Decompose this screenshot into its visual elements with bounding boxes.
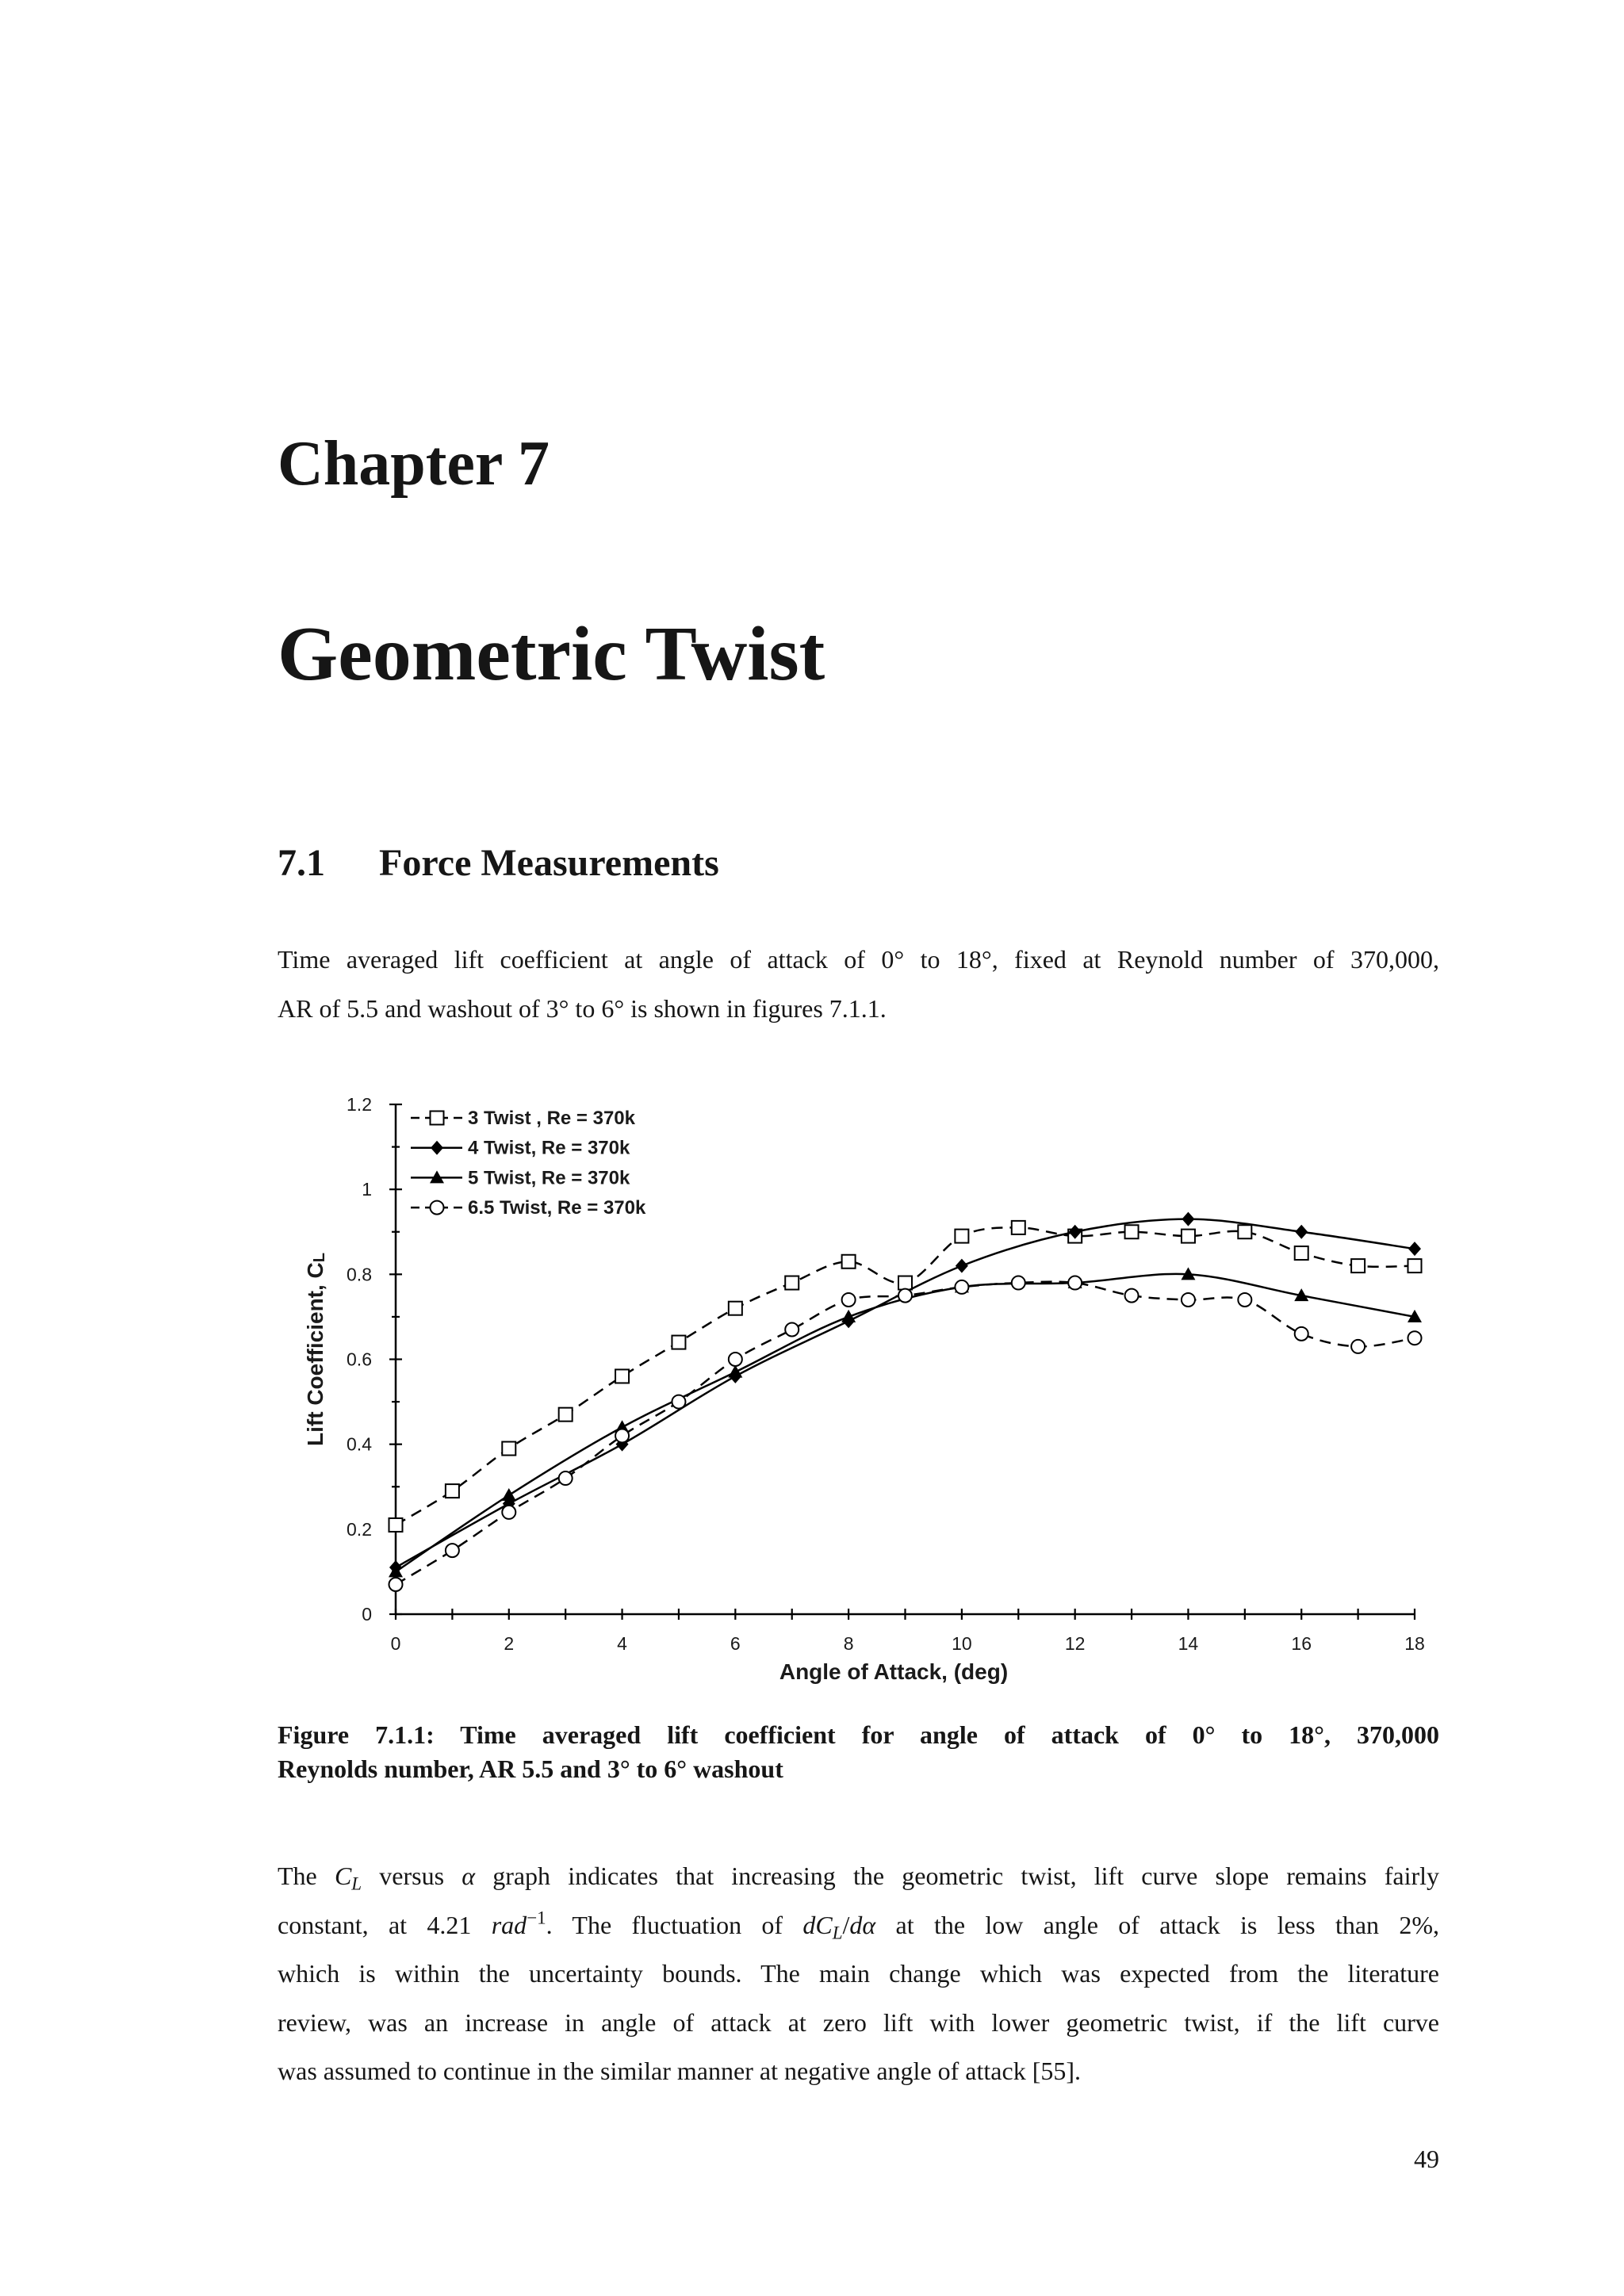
circle-marker: [842, 1293, 856, 1307]
series-line: [396, 1219, 1415, 1567]
section-title: Force Measurements: [379, 842, 719, 884]
series-3: [389, 1267, 1422, 1577]
circle-marker: [955, 1280, 968, 1294]
text-run: versus: [362, 1862, 462, 1890]
circle-marker: [672, 1395, 685, 1409]
y-tick-label: 0.8: [347, 1264, 372, 1285]
legend-label: 4 Twist, Re = 370k: [468, 1137, 630, 1159]
lift-coefficient-chart: [270, 1078, 1459, 1720]
chapter-label: Chapter 7: [278, 429, 550, 499]
square-marker: [1408, 1259, 1422, 1272]
legend-label: 5 Twist, Re = 370k: [468, 1167, 630, 1189]
triangle-marker: [502, 1488, 516, 1501]
square-marker: [1351, 1259, 1365, 1272]
square-marker: [729, 1302, 742, 1315]
diamond-marker: [956, 1259, 968, 1273]
discussion-paragraph: [278, 1852, 1439, 2096]
series-4: [389, 1276, 1422, 1591]
circle-marker: [431, 1201, 444, 1215]
text-run: AR of 5.5 and washout of 3° to 6° is shown in figures 7.1.1.: [278, 994, 887, 1023]
y-axis-title-main: Lift Coefficient, C: [302, 1262, 327, 1446]
diamond-marker: [431, 1141, 443, 1155]
series-line: [396, 1227, 1415, 1525]
text-line: [278, 1718, 1439, 1752]
text-line: [278, 1999, 1439, 2048]
text-run: at the low angle of attack is less than 2%,: [875, 1910, 1440, 1939]
chapter-title: Geometric Twist: [278, 611, 825, 697]
series-line: [396, 1274, 1415, 1572]
diamond-marker: [1182, 1212, 1194, 1226]
series-2: [389, 1212, 1421, 1575]
square-marker: [785, 1276, 799, 1290]
text-run: graph indicates that increasing the geometric twist, lift curve slope remains fairly: [475, 1862, 1440, 1890]
x-tick-label: 14: [1178, 1633, 1199, 1654]
x-tick-label: 0: [390, 1633, 401, 1654]
y-tick-label: 0.2: [347, 1518, 372, 1540]
square-marker: [1125, 1225, 1139, 1238]
figure-caption: [278, 1718, 1439, 1786]
square-marker: [389, 1518, 403, 1532]
circle-marker: [1295, 1327, 1308, 1341]
circle-marker: [1068, 1276, 1082, 1290]
square-marker: [955, 1230, 968, 1243]
square-marker: [559, 1408, 573, 1422]
x-tick-label: 10: [952, 1633, 972, 1654]
circle-marker: [898, 1289, 912, 1303]
y-tick-label: 0.6: [347, 1349, 372, 1370]
x-tick-label: 16: [1291, 1633, 1312, 1654]
text-run: Reynolds number, AR 5.5 and 3° to 6° washout: [278, 1755, 783, 1783]
section-number: 7.1: [278, 842, 325, 884]
math-run: −1: [527, 1906, 546, 1927]
text-line: [278, 1752, 1439, 1786]
page-number: 49: [1414, 2145, 1439, 2173]
x-tick-label: 4: [617, 1633, 627, 1654]
circle-marker: [1408, 1331, 1422, 1345]
text-run: Time averaged lift coefficient at angle of attack of 0° to 18°, fixed at Reynold number of 370,000,: [278, 945, 1439, 974]
square-marker: [1295, 1246, 1308, 1260]
circle-marker: [1182, 1293, 1195, 1307]
section-heading: [278, 844, 1439, 882]
y-tick-label: 0.4: [347, 1433, 372, 1455]
circle-marker: [615, 1429, 629, 1442]
x-axis-title: Angle of Attack, (deg): [779, 1659, 1009, 1684]
x-tick-label: 12: [1064, 1633, 1086, 1654]
circle-marker: [1238, 1293, 1251, 1307]
circle-marker: [446, 1544, 459, 1557]
text-line: [278, 935, 1439, 984]
text-line: [278, 1901, 1439, 1950]
math-run: L: [351, 1873, 362, 1894]
legend-entry: [411, 1138, 630, 1159]
math-run: α: [462, 1862, 476, 1890]
x-tick-label: 18: [1404, 1633, 1425, 1654]
text-run: was assumed to continue in the similar manner at negative angle of attack [55].: [278, 2057, 1081, 2085]
legend-label: 6.5 Twist, Re = 370k: [468, 1197, 646, 1219]
text-run: . The fluctuation of: [546, 1910, 803, 1939]
y-tick-label: 1: [362, 1179, 372, 1200]
text-line: [278, 1852, 1439, 1901]
text-run: /: [842, 1910, 850, 1939]
legend: [411, 1108, 646, 1219]
text-run: The: [278, 1862, 335, 1890]
x-tick-label: 2: [504, 1633, 515, 1654]
intro-paragraph: [278, 935, 1439, 1033]
x-tick-label: 6: [730, 1633, 741, 1654]
x-tick-label: 8: [843, 1633, 854, 1654]
square-marker: [1012, 1221, 1025, 1234]
diamond-marker: [1408, 1242, 1421, 1256]
square-marker: [431, 1112, 444, 1125]
text-line: [278, 1950, 1439, 1999]
triangle-marker: [841, 1310, 856, 1322]
square-marker: [502, 1442, 515, 1456]
text-run: review, was an increase in angle of attack at zero lift with lower geometric twist, if the lift curve: [278, 2007, 1439, 2037]
series-line: [396, 1282, 1415, 1585]
text-run: Figure 7.1.1: Time averaged lift coefficient for angle of attack of 0° to 18°, 370,000: [278, 1720, 1439, 1749]
legend-entry: [411, 1167, 630, 1188]
math-run: L: [832, 1921, 843, 1942]
math-run: dα: [849, 1910, 876, 1939]
legend-entry: [411, 1197, 646, 1219]
circle-marker: [1125, 1289, 1139, 1303]
square-marker: [842, 1255, 856, 1269]
math-run: C: [334, 1862, 352, 1890]
circle-marker: [785, 1322, 799, 1336]
legend-entry: [411, 1108, 636, 1129]
circle-marker: [559, 1471, 573, 1485]
text-line: [278, 2047, 1439, 2096]
y-axis-title: [303, 1253, 329, 1446]
square-marker: [898, 1276, 912, 1290]
legend-label: 3 Twist , Re = 370k: [468, 1108, 635, 1129]
y-axis-title-subscript: L: [311, 1253, 328, 1263]
square-marker: [1238, 1225, 1251, 1238]
diamond-marker: [1295, 1225, 1308, 1239]
circle-marker: [729, 1353, 742, 1366]
y-tick-label: 1.2: [347, 1094, 372, 1115]
circle-marker: [389, 1578, 403, 1591]
text-run: constant, at 4.21: [278, 1910, 492, 1939]
square-marker: [615, 1369, 629, 1383]
circle-marker: [1012, 1276, 1025, 1290]
circle-marker: [1351, 1340, 1365, 1353]
text-line: [278, 984, 1439, 1033]
y-tick-label: 0: [362, 1604, 372, 1624]
circle-marker: [502, 1506, 515, 1519]
square-marker: [1182, 1230, 1195, 1243]
math-run: dC: [802, 1910, 833, 1939]
math-run: rad: [491, 1910, 527, 1939]
square-marker: [672, 1336, 685, 1349]
text-run: which is within the uncertainty bounds. The main change which was expected from the literature: [278, 1959, 1439, 1988]
square-marker: [446, 1484, 459, 1498]
